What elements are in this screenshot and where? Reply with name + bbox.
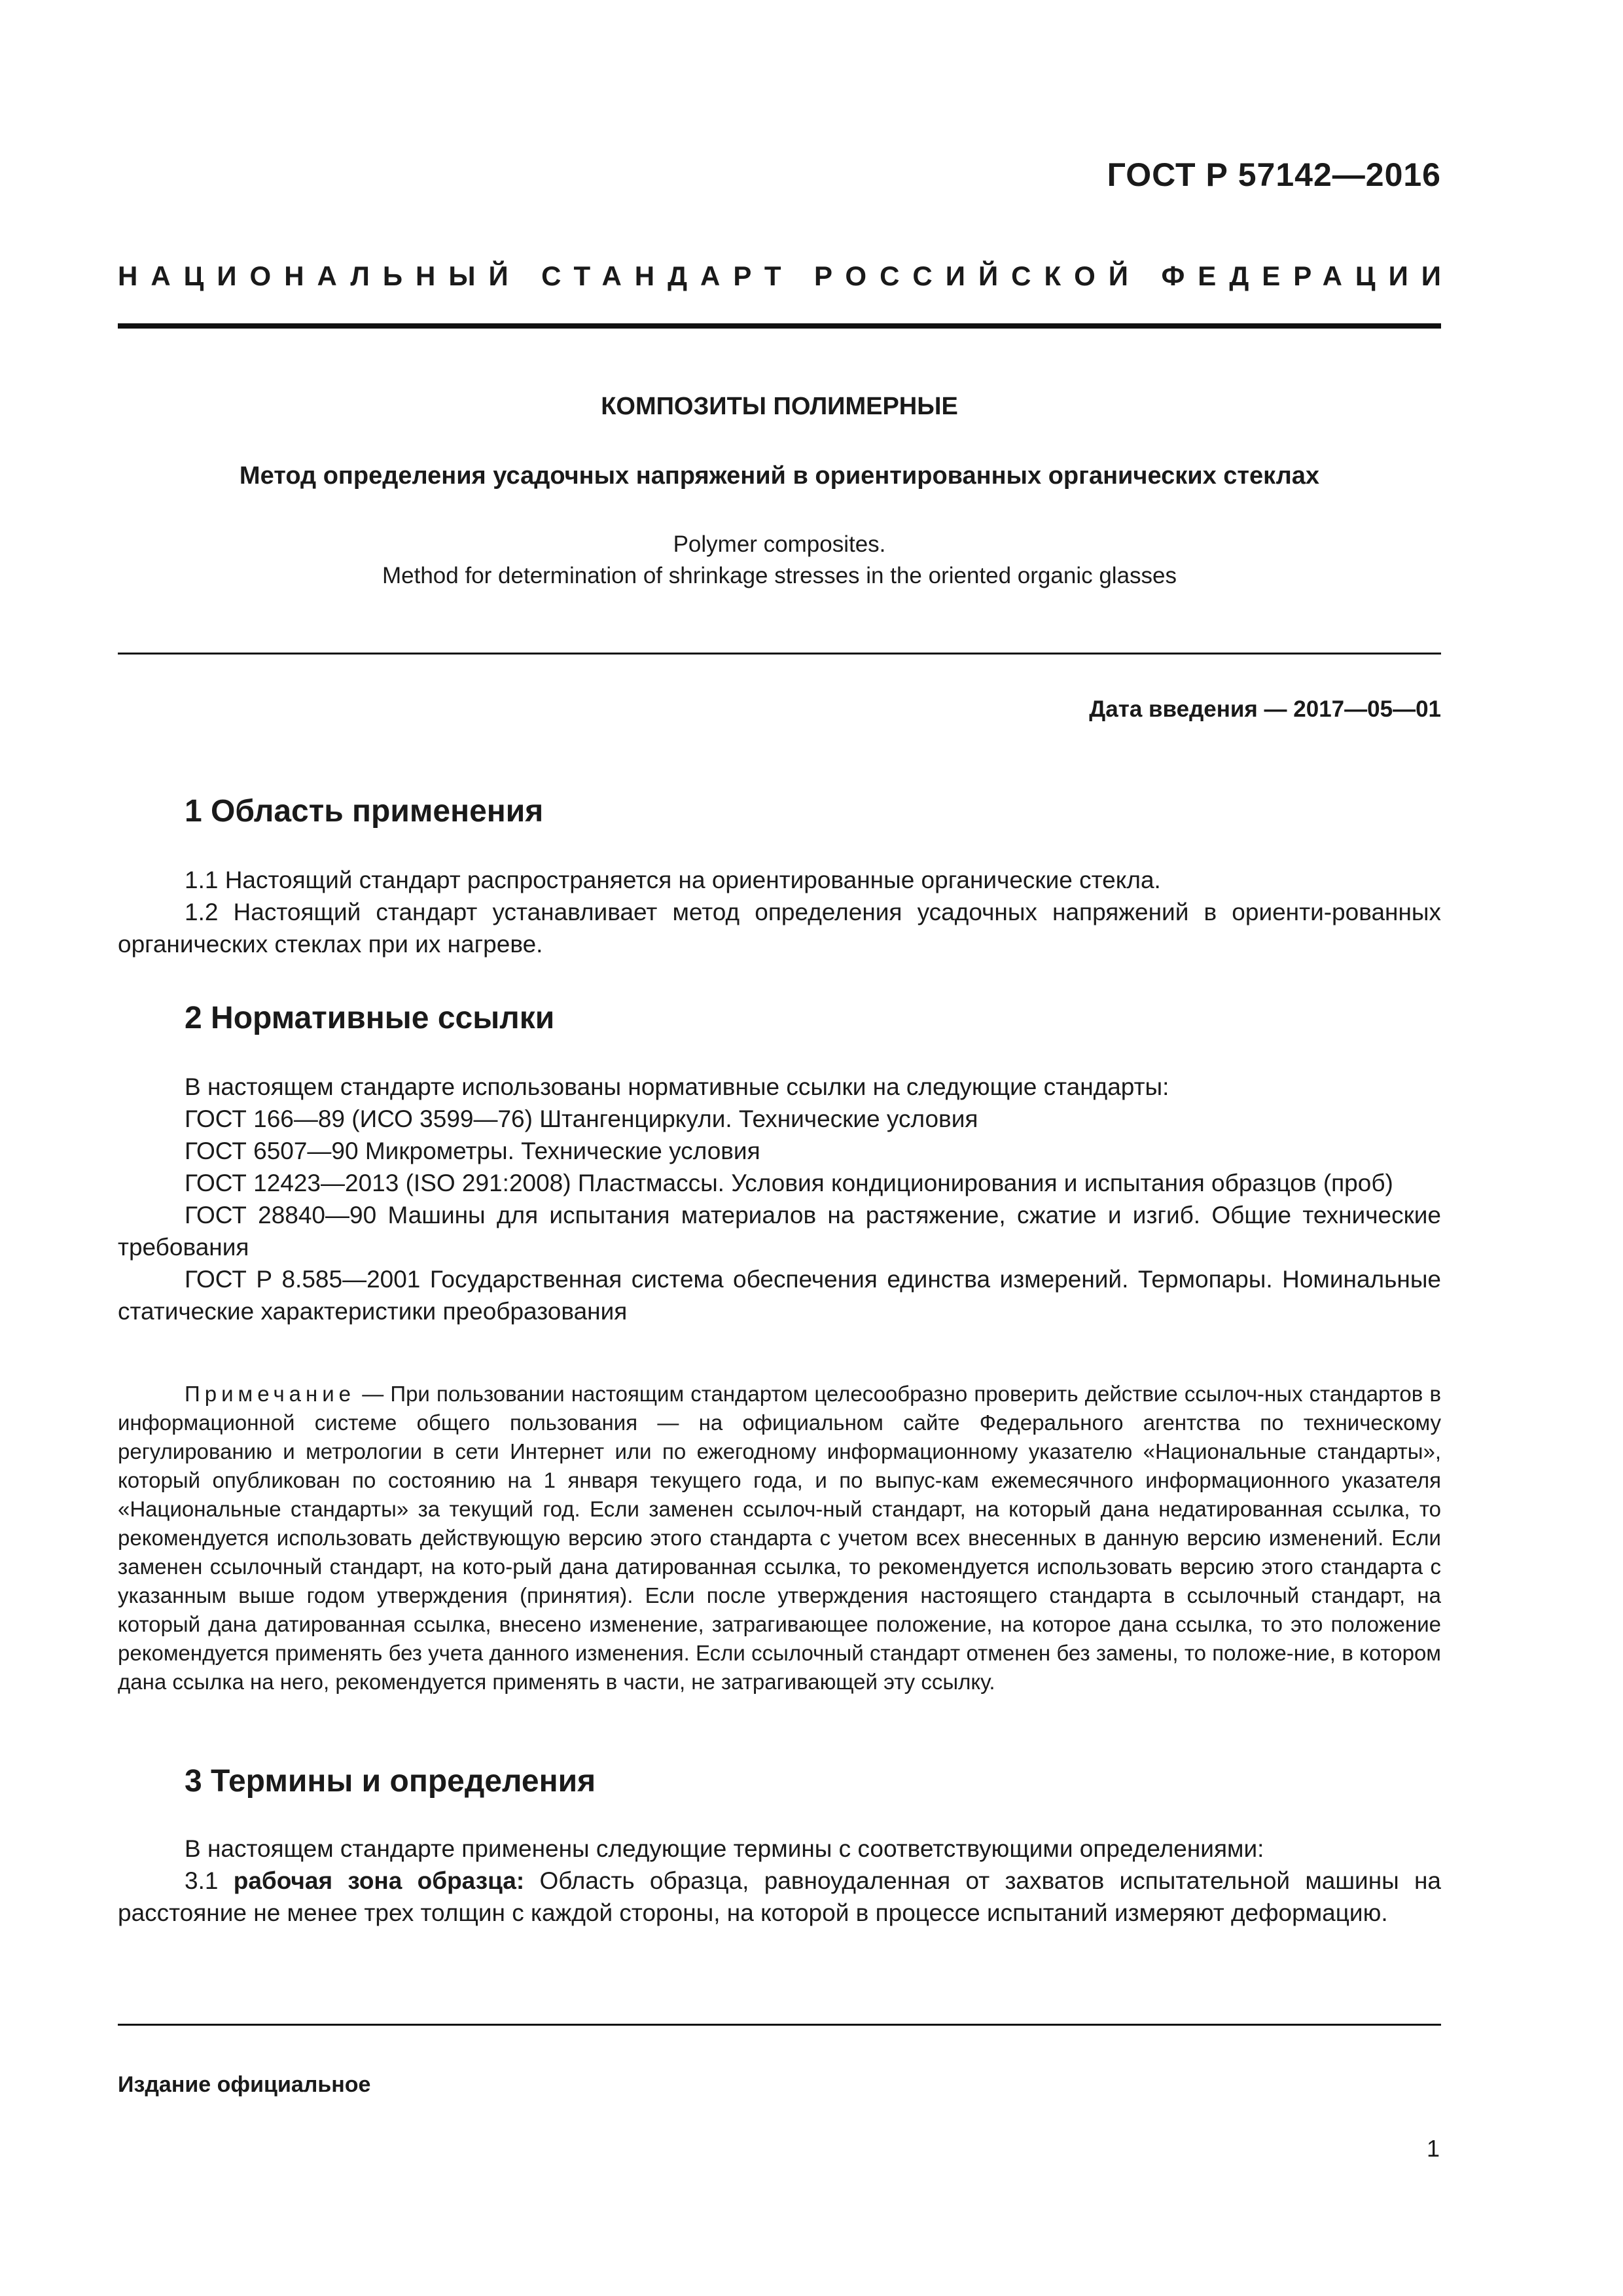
banner-word: СТАНДАРТ xyxy=(541,260,794,291)
terms-intro: В настоящем стандарте применены следующие термины с соответствующими определениями: xyxy=(185,1835,1264,1862)
introduction-date: Дата введения — 2017—05—01 xyxy=(1089,696,1441,722)
title-rule xyxy=(118,653,1441,655)
header-rule xyxy=(118,323,1441,329)
official-edition-label: Издание официальное xyxy=(118,2072,371,2097)
document-title: КОМПОЗИТЫ ПОЛИМЕРНЫЕ xyxy=(601,393,958,420)
references-intro: В настоящем стандарте использованы нормативные ссылки на следующие стандарты: xyxy=(185,1073,1169,1100)
banner-word: НАЦИОНАЛЬНЫЙ xyxy=(118,260,522,291)
document-subtitle: Метод определения усадочных напряжений в ориентированных органических стеклах xyxy=(239,462,1320,490)
banner-word: ФЕДЕРАЦИИ xyxy=(1161,260,1454,291)
english-title-line-1: Polymer composites. xyxy=(673,531,886,557)
reference-item: ГОСТ Р 8.585—2001 Государственная система обеспечения единства измерений. Термопары. Номинальные статические характеристики преобразования xyxy=(118,1266,1441,1325)
note-block xyxy=(118,1380,1441,1696)
paragraph-1-1: 1.1 Настоящий стандарт распространяется на ориентированные органические стекла. xyxy=(185,867,1161,893)
note-paragraph xyxy=(118,1380,1441,1696)
term-3-1 xyxy=(118,1865,1441,1929)
section-3-heading: 3 Термины и определения xyxy=(185,1764,596,1799)
section-3-body xyxy=(118,1833,1441,1929)
footer-rule xyxy=(118,2024,1441,2026)
note-label: Примечание xyxy=(185,1382,356,1406)
term-definition: Область образца, равноудаленная от захватов испытательной машины на расстояние не менее трех толщин с каждой стороны, на которой в процессе испытаний измеряют деформацию. xyxy=(118,1867,1442,1926)
english-title-line-2: Method for determination of shrinkage stresses in the oriented organic glasses xyxy=(382,563,1177,588)
reference-item: ГОСТ 28840—90 Машины для испытания материалов на растяжение, сжатие и изгиб. Общие технические требования xyxy=(118,1202,1441,1261)
section-2-heading: 2 Нормативные ссылки xyxy=(185,1001,555,1035)
reference-item: ГОСТ 6507—90 Микрометры. Технические условия xyxy=(185,1138,760,1164)
reference-item: ГОСТ 166—89 (ИСО 3599—76) Штангенциркули. Технические условия xyxy=(185,1105,978,1132)
paragraph-1-2: 1.2 Настоящий стандарт устанавливает метод определения усадочных напряжений в ориенти-рованных органических стеклах при их нагреве. xyxy=(118,899,1441,958)
section-1-body xyxy=(118,864,1441,960)
section-1-heading: 1 Область применения xyxy=(185,794,544,829)
term-name: рабочая зона образца: xyxy=(233,1867,525,1894)
page-number: 1 xyxy=(1426,2135,1440,2162)
national-standard-banner xyxy=(118,260,1454,292)
banner-word: РОССИЙСКОЙ xyxy=(813,260,1141,291)
section-2-body xyxy=(118,1071,1441,1327)
term-number: 3.1 xyxy=(185,1867,219,1894)
note-text: — При пользовании настоящим стандартом целесообразно проверить действие ссылоч-ных стандартов в информационной системе общего пользования — на официальном сайте Федерального агентства по техническому регулированию и метрологии в сети Интернет или по ежегодному информационному указателю «Национальные стандарты», который опубликован по состоянию на 1 января текущего года, и по выпус-кам ежемесячного информационного указателя «Национальные стандарты» за текущий год. Если заменен ссылоч-ный стандарт, на который дана недатированная ссылка, то рекомендуется использовать действующую версию этого стандарта с учетом всех внесенных в данную версию изменений. Если заменен ссылочный стандарт, на кото-рый дана датированная ссылка, то рекомендуется использовать версию этого стандарта с указанным выше годом утверждения (принятия). Если после утверждения настоящего стандарта в ссылочный стандарт, на который дана датированная ссылка, внесено изменение, затрагивающее положение, на которое дана ссылка, то это положение рекомендуется применять без учета данного изменения. Если ссылочный стандарт отменен без замены, то положе-ние, в котором дана ссылка на него, рекомендуется применять в части, не затрагивающей эту ссылку. xyxy=(118,1382,1442,1694)
standard-code: ГОСТ Р 57142—2016 xyxy=(1107,156,1441,193)
reference-item: ГОСТ 12423—2013 (ISO 291:2008) Пластмассы. Условия кондиционирования и испытания образцов (проб) xyxy=(185,1170,1393,1196)
